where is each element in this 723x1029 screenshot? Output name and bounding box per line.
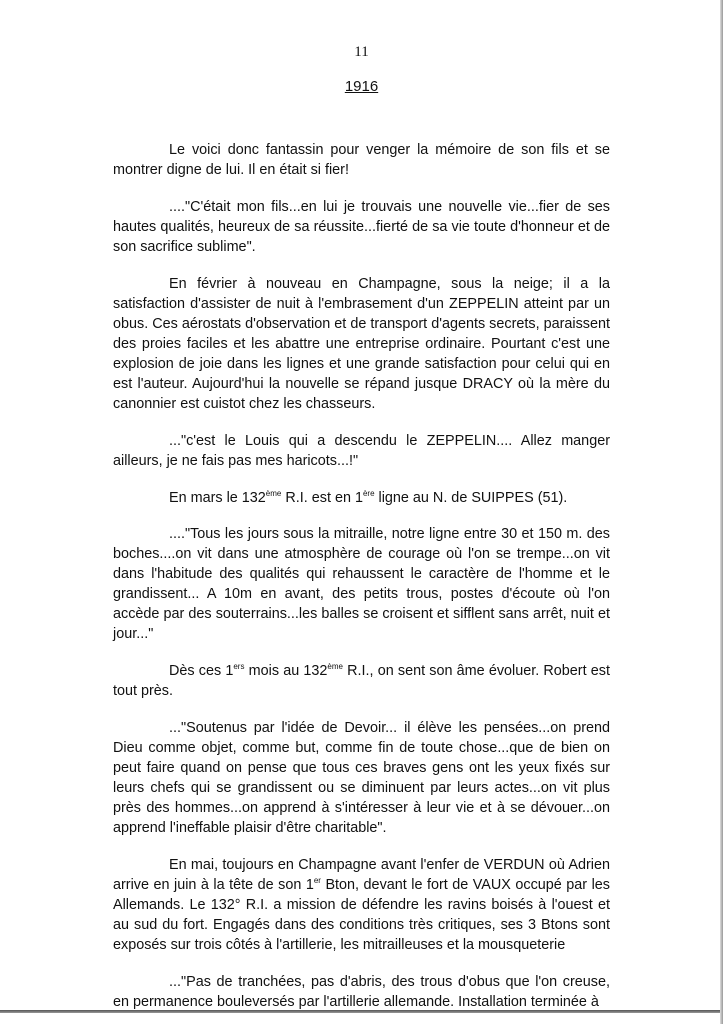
page-year-heading: 1916 xyxy=(344,78,379,95)
paragraph-1: Le voici donc fantassin pour venger la mémoire de son fils et se montrer digne de lui. Il en était si fier! xyxy=(113,142,610,178)
paragraph-4: ..."c'est le Louis qui a descendu le ZEPPELIN.... Allez manger ailleurs, je ne fais pas mes haricots...!" xyxy=(113,433,610,469)
paragraph-3: En février à nouveau en Champagne, sous la neige; il a la satisfaction d'assister de nuit à l'embrasement d'un ZEPPELIN atteint par un obus. Ces aérostats d'observation et de transport d'agents secrets, paraissent des proies faciles et les abattre une entreprise ordinaire. Pourtant c'est une explosion de joie dans les lignes et une grande satisfaction pour celui qui en est l'auteur. Aujourd'hui la nouvelle se répand jusque DRACY où la mère du canonnier est cuistot chez les chasseurs. xyxy=(113,276,610,412)
document-body xyxy=(113,140,610,1029)
paragraph-10: ..."Pas de tranchées, pas d'abris, des trous d'obus que l'on creuse, en permanence bouleversés par l'artillerie allemande. Installation terminée à xyxy=(113,974,610,1010)
paragraph-8: ..."Soutenus par l'idée de Devoir... il élève les pensées...on prend Dieu comme objet, comme but, comme fin de toute chose...que de bien on peut faire quand on pense que tous ces braves gens ont les yeux fixés sur leurs chefs qui se grandissent ou se diminuent par leurs actes...on vit plus près des hommes...on apprend à s'intéresser à leur vie et à se dévouer...on apprend l'ineffable plaisir d'être charitable". xyxy=(113,720,610,836)
paragraph-6: ...."Tous les jours sous la mitraille, notre ligne entre 30 et 150 m. des boches....on vit dans une atmosphère de courage où l'on se trempe...on vit dans l'habitude des qualités qui rehaussent le caractère de l'homme et le grandissent... A 10m en avant, des petits trous, postes d'écoute où l'on accède par des souterrains...les balles se croisent et sifflent sans arrêt, nuit et jour..." xyxy=(113,526,610,642)
paragraph-7: Dès ces 1ers mois au 132ème R.I., on sent son âme évoluer. Robert est tout près. xyxy=(113,662,610,699)
paragraph-9: En mai, toujours en Champagne avant l'enfer de VERDUN où Adrien arrive en juin à la tête de son 1er Bton, devant le fort de VAUX occupé par les Allemands. Le 132° R.I. a mission de défendre les ravins boisés à l'ouest et au sud du fort. Engagés dans des conditions très critiques, ses 3 Btons sont exposés sur trois côtés à l'artillerie, les mitrailleuses et la mousqueterie xyxy=(113,857,610,953)
scan-bottom-edge xyxy=(0,1010,723,1013)
paragraph-5: En mars le 132ème R.I. est en 1ère ligne au N. de SUIPPES (51). xyxy=(169,489,568,506)
paragraph-2: ...."C'était mon fils...en lui je trouvais une nouvelle vie...fier de ses hautes qualités, heureux de sa réussite...fierté de sa vie toute d'honneur et de son sacrifice sublime". xyxy=(113,199,610,255)
page-number: 11 xyxy=(354,44,369,60)
